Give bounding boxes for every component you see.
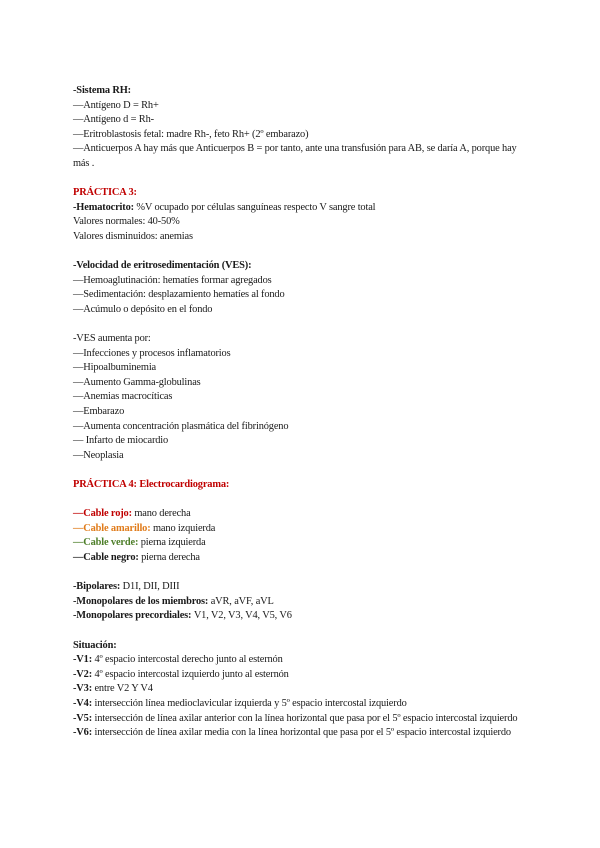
situacion-v5: -V5: intersección de línea axilar anterior con la línea horizontal que pasa por el 5º espacio intercostal izquierdo	[73, 712, 518, 724]
situacion-v3: -V3: entre V2 Y V4	[73, 683, 153, 695]
aumenta-item: — Infarto de miocardio	[73, 435, 169, 447]
cable-negro-label: —Cable negro:	[73, 552, 142, 563]
aumenta-item: —Aumento Gamma-globulinas	[73, 376, 201, 388]
rh-item: —Eritroblastosis fetal: madre Rh-, feto Rh+ (2º embarazo)	[73, 128, 309, 140]
practica4-heading: PRÁCTICA 4: Electrocardiograma:	[73, 479, 230, 491]
ves-title: -Velocidad de eritrosedimentación (VES):	[73, 260, 252, 272]
aumenta-item: —Neoplasia	[73, 449, 124, 461]
bipolares: -Bipolares: D1I, DII, DIII	[73, 581, 180, 593]
hematocrito-text: %V ocupado por células sanguíneas respecto V sangre total	[136, 201, 376, 213]
valores-normales: Valores normales: 40-50%	[73, 216, 180, 228]
monopolares-precordiales: -Monopolares precordiales: V1, V2, V3, V4, V5, V6	[73, 610, 292, 622]
ves-aumenta-title: -VES aumenta por:	[73, 333, 151, 345]
cable-amarillo	[73, 522, 533, 537]
ves-item: —Acúmulo o depósito en el fondo	[73, 303, 213, 315]
aumenta-item: —Aumenta concentración plasmática del fibrinógeno	[73, 420, 289, 432]
cable-amarillo-label: —Cable amarillo:	[73, 522, 153, 534]
rh-title: -Sistema RH:	[73, 85, 131, 96]
cable-rojo	[73, 507, 533, 522]
cable-verde-label: —Cable verde:	[73, 537, 141, 549]
rh-item: —Antígeno d = Rh-	[73, 114, 154, 126]
aumenta-item: —Anemias macrocíticas	[73, 391, 173, 403]
aumenta-item: —Embarazo	[73, 406, 125, 418]
ves-item: —Sedimentación: desplazamiento hematíes al fondo	[73, 289, 285, 301]
situacion-v4: -V4: intersección línea medioclavicular izquierda y 5º espacio intercostal izquierdo	[73, 697, 407, 709]
monopolares-miembros: -Monopolares de los miembros: aVR, aVF, aVL	[73, 595, 274, 607]
cable-verde	[73, 536, 533, 551]
aumenta-item: —Hipoalbuminemia	[73, 362, 157, 374]
cable-negro	[73, 551, 533, 566]
cable-rojo-text: mano derecha	[134, 508, 191, 520]
situacion-v6: -V6: intersección de línea axilar media con la línea horizontal que pasa por el 5º espacio intercostal izquierdo	[73, 727, 511, 739]
cable-negro-text: pierna derecha	[141, 552, 200, 563]
aumenta-item: —Infecciones y procesos inflamatorios	[73, 347, 231, 359]
situacion-title: Situación:	[73, 639, 117, 651]
cable-verde-text: pierna izquierda	[140, 537, 206, 549]
hematocrito-line	[73, 201, 533, 216]
practica3-heading: PRÁCTICA 3:	[73, 187, 137, 199]
document-page	[73, 84, 533, 741]
hematocrito-label: -Hematocrito:	[73, 201, 137, 213]
cable-rojo-label: —Cable rojo:	[73, 508, 135, 520]
cable-amarillo-text: mano izquierda	[153, 522, 216, 534]
situacion-v1: -V1: 4º espacio intercostal derecho junto al esternón	[73, 654, 283, 666]
rh-item: —Antígeno D = Rh+	[73, 99, 159, 111]
situacion-v2: -V2: 4º espacio intercostal izquierdo junto al esternón	[73, 668, 289, 680]
rh-item: —Anticuerpos A hay más que Anticuerpos B = por tanto, ante una transfusión para AB, se daría A, porque hay más .	[73, 143, 517, 169]
ves-item: —Hemoaglutinación: hematíes formar agregados	[73, 274, 272, 286]
valores-disminuidos: Valores disminuidos: anemias	[73, 230, 193, 242]
